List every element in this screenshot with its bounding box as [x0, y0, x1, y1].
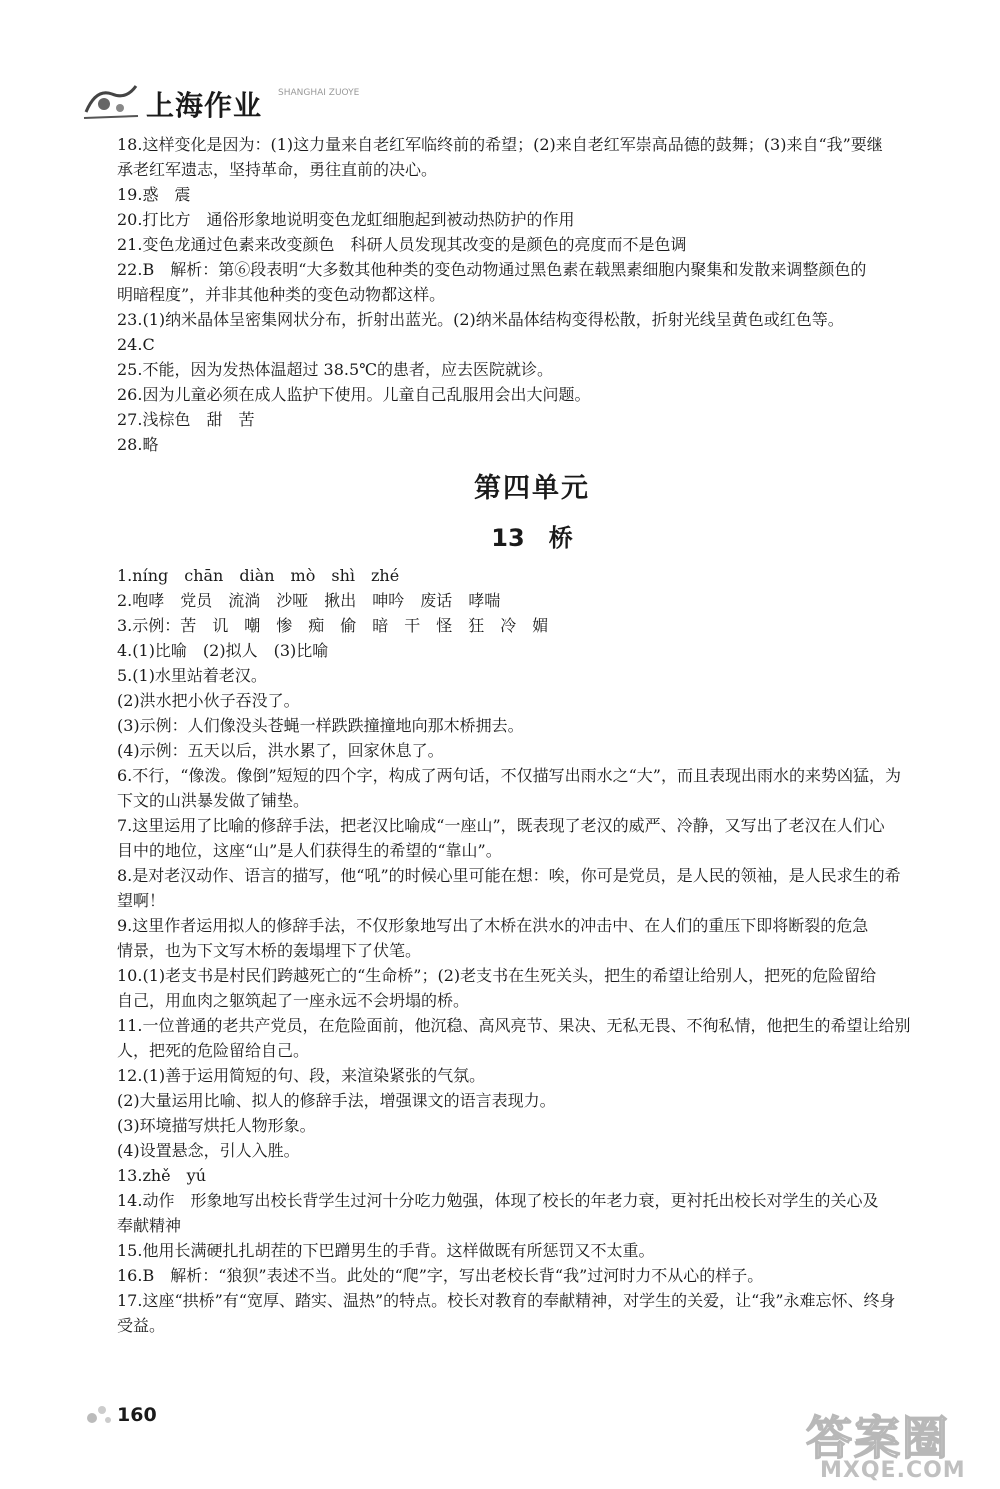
page-header	[82, 72, 382, 124]
answer-line: 1.níng chān diàn mò shì zhé	[117, 566, 400, 585]
watermark-logo: 答案圈	[806, 1411, 950, 1465]
answer-content	[117, 132, 947, 1338]
answer-line: 受益。	[117, 1316, 166, 1335]
answer-line: 明暗程度”，并非其他种类的变色动物都这样。	[117, 285, 446, 304]
answer-line: 17.这座“拱桥”有“宽厚、踏实、温热”的特点。校长对教育的奉献精神，对学生的关爱，让“我”永难忘怀、终身	[117, 1291, 896, 1310]
footer-decoration-icon	[82, 1396, 116, 1430]
answer-line: 13.zhě yú	[117, 1166, 206, 1185]
answer-line: 28.略	[117, 435, 159, 454]
answer-line: 22.B 解析：第⑥段表明“大多数其他种类的变色动物通过黑色素在载黑素细胞内聚集和发散来调整颜色的	[117, 260, 867, 279]
answer-line: (3)环境描写烘托人物形象。	[117, 1116, 316, 1135]
watermark	[806, 1402, 986, 1486]
answer-line: 4.(1)比喻 (2)拟人 (3)比喻	[117, 641, 329, 660]
answer-line: 情景，也为下文写木桥的轰塌埋下了伏笔。	[117, 941, 422, 960]
answer-line: 承老红军遗志，坚持革命，勇往直前的决心。	[117, 160, 438, 179]
answer-line: 人，把死的危险留给自己。	[117, 1041, 310, 1060]
answer-line: 奉献精神	[117, 1216, 182, 1235]
answer-line: 目中的地位，这座“山”是人们获得生的希望的“靠山”。	[117, 841, 502, 860]
answer-line: 12.(1)善于运用简短的句、段，来渲染紧张的气氛。	[117, 1066, 486, 1085]
answer-line: 8.是对老汉动作、语言的描写，他“吼”的时候心里可能在想：唉，你可是党员，是人民的领袖，是人民求生的希	[117, 866, 901, 885]
answer-line: 11.一位普通的老共产党员，在危险面前，他沉稳、高风亮节、果决、无私无畏、不徇私情，他把生的希望让给别	[117, 1016, 911, 1035]
answer-line: 20.打比方 通俗形象地说明变色龙虹细胞起到被动热防护的作用	[117, 210, 575, 229]
answer-line: 望啊！	[117, 891, 166, 910]
answer-line: 14.动作 形象地写出校长背学生过河十分吃力勉强，体现了校长的年老力衰，更衬托出校长对学生的关心及	[117, 1191, 879, 1210]
answer-line: 9.这里作者运用拟人的修辞手法，不仅形象地写出了木桥在洪水的冲击中、在人们的重压下即将断裂的危急	[117, 916, 869, 935]
answer-line: 自己，用血肉之躯筑起了一座永远不会坍塌的桥。	[117, 991, 470, 1010]
answer-line: 3.示例：苦 讥 嘲 惨 痴 偷 暗 干 怪 狂 冷 媚	[117, 616, 549, 635]
answers-bottom-block	[117, 563, 947, 1338]
answer-line: (2)洪水把小伙子吞没了。	[117, 691, 300, 710]
answer-line: 2.咆哮 党员 流淌 沙哑 揪出 呻吟 废话 哮喘	[117, 591, 501, 610]
answer-line: (2)大量运用比喻、拟人的修辞手法，增强课文的语言表现力。	[117, 1091, 556, 1110]
answer-line: 15.他用长满硬扎扎胡茬的下巴蹭男生的手背。这样做既有所惩罚又不太重。	[117, 1241, 655, 1260]
answers-top-block	[117, 132, 947, 457]
answer-line: 16.B 解析：“狼狈”表述不当。此处的“爬”字，写出老校长背“我”过河时力不从心的样子。	[117, 1266, 764, 1285]
watermark-url: MXQE.COM	[820, 1458, 966, 1483]
page-number: 160	[117, 1404, 157, 1426]
answer-line: 24.C	[117, 335, 155, 354]
answer-line: 23.(1)纳米晶体呈密集网状分布，折射出蓝光。(2)纳米晶体结构变得松散，折射光线呈黄色或红色等。	[117, 310, 844, 329]
answer-line: 18.这样变化是因为：(1)这力量来自老红军临终前的希望；(2)来自老红军崇高品德的鼓舞；(3)来自“我”要继	[117, 135, 883, 154]
answer-line: 下文的山洪暴发做了铺垫。	[117, 791, 310, 810]
answer-line: 7.这里运用了比喻的修辞手法，把老汉比喻成“一座山”，既表现了老汉的威严、冷静，又写出了老汉在人们心	[117, 816, 885, 835]
answer-line: 26.因为儿童必须在成人监护下使用。儿童自己乱服用会出大问题。	[117, 385, 591, 404]
unit-title: 第四单元	[474, 473, 590, 504]
answer-line: 25.不能，因为发热体温超过 38.5℃的患者，应去医院就诊。	[117, 360, 554, 379]
answer-line: 19.惑 震	[117, 185, 191, 204]
logo-subtitle: SHANGHAI ZUOYE	[278, 88, 360, 98]
answer-line: 21.变色龙通过色素来改变颜色 科研人员发现其改变的是颜色的亮度而不是色调	[117, 235, 687, 254]
logo-icon	[82, 78, 140, 120]
answer-line: 27.浅棕色 甜 苦	[117, 410, 255, 429]
lesson-title: 13 桥	[491, 524, 573, 552]
answer-line: (3)示例：人们像没头苍蝇一样跌跌撞撞地向那木桥拥去。	[117, 716, 524, 735]
answer-line: 10.(1)老支书是村民们跨越死亡的“生命桥”；(2)老支书在生死关头，把生的希望让给别人，把死的危险留给	[117, 966, 877, 985]
answer-line: 6.不行，“像泼。像倒”短短的四个字，构成了两句话，不仅描写出雨水之“大”，而且表现出雨水的来势凶猛，为	[117, 766, 901, 785]
answer-line: (4)示例：五天以后，洪水累了，回家休息了。	[117, 741, 444, 760]
answer-line: (4)设置悬念，引人入胜。	[117, 1141, 300, 1160]
answer-line: 5.(1)水里站着老汉。	[117, 666, 267, 685]
logo-text: 上海作业	[146, 89, 263, 122]
